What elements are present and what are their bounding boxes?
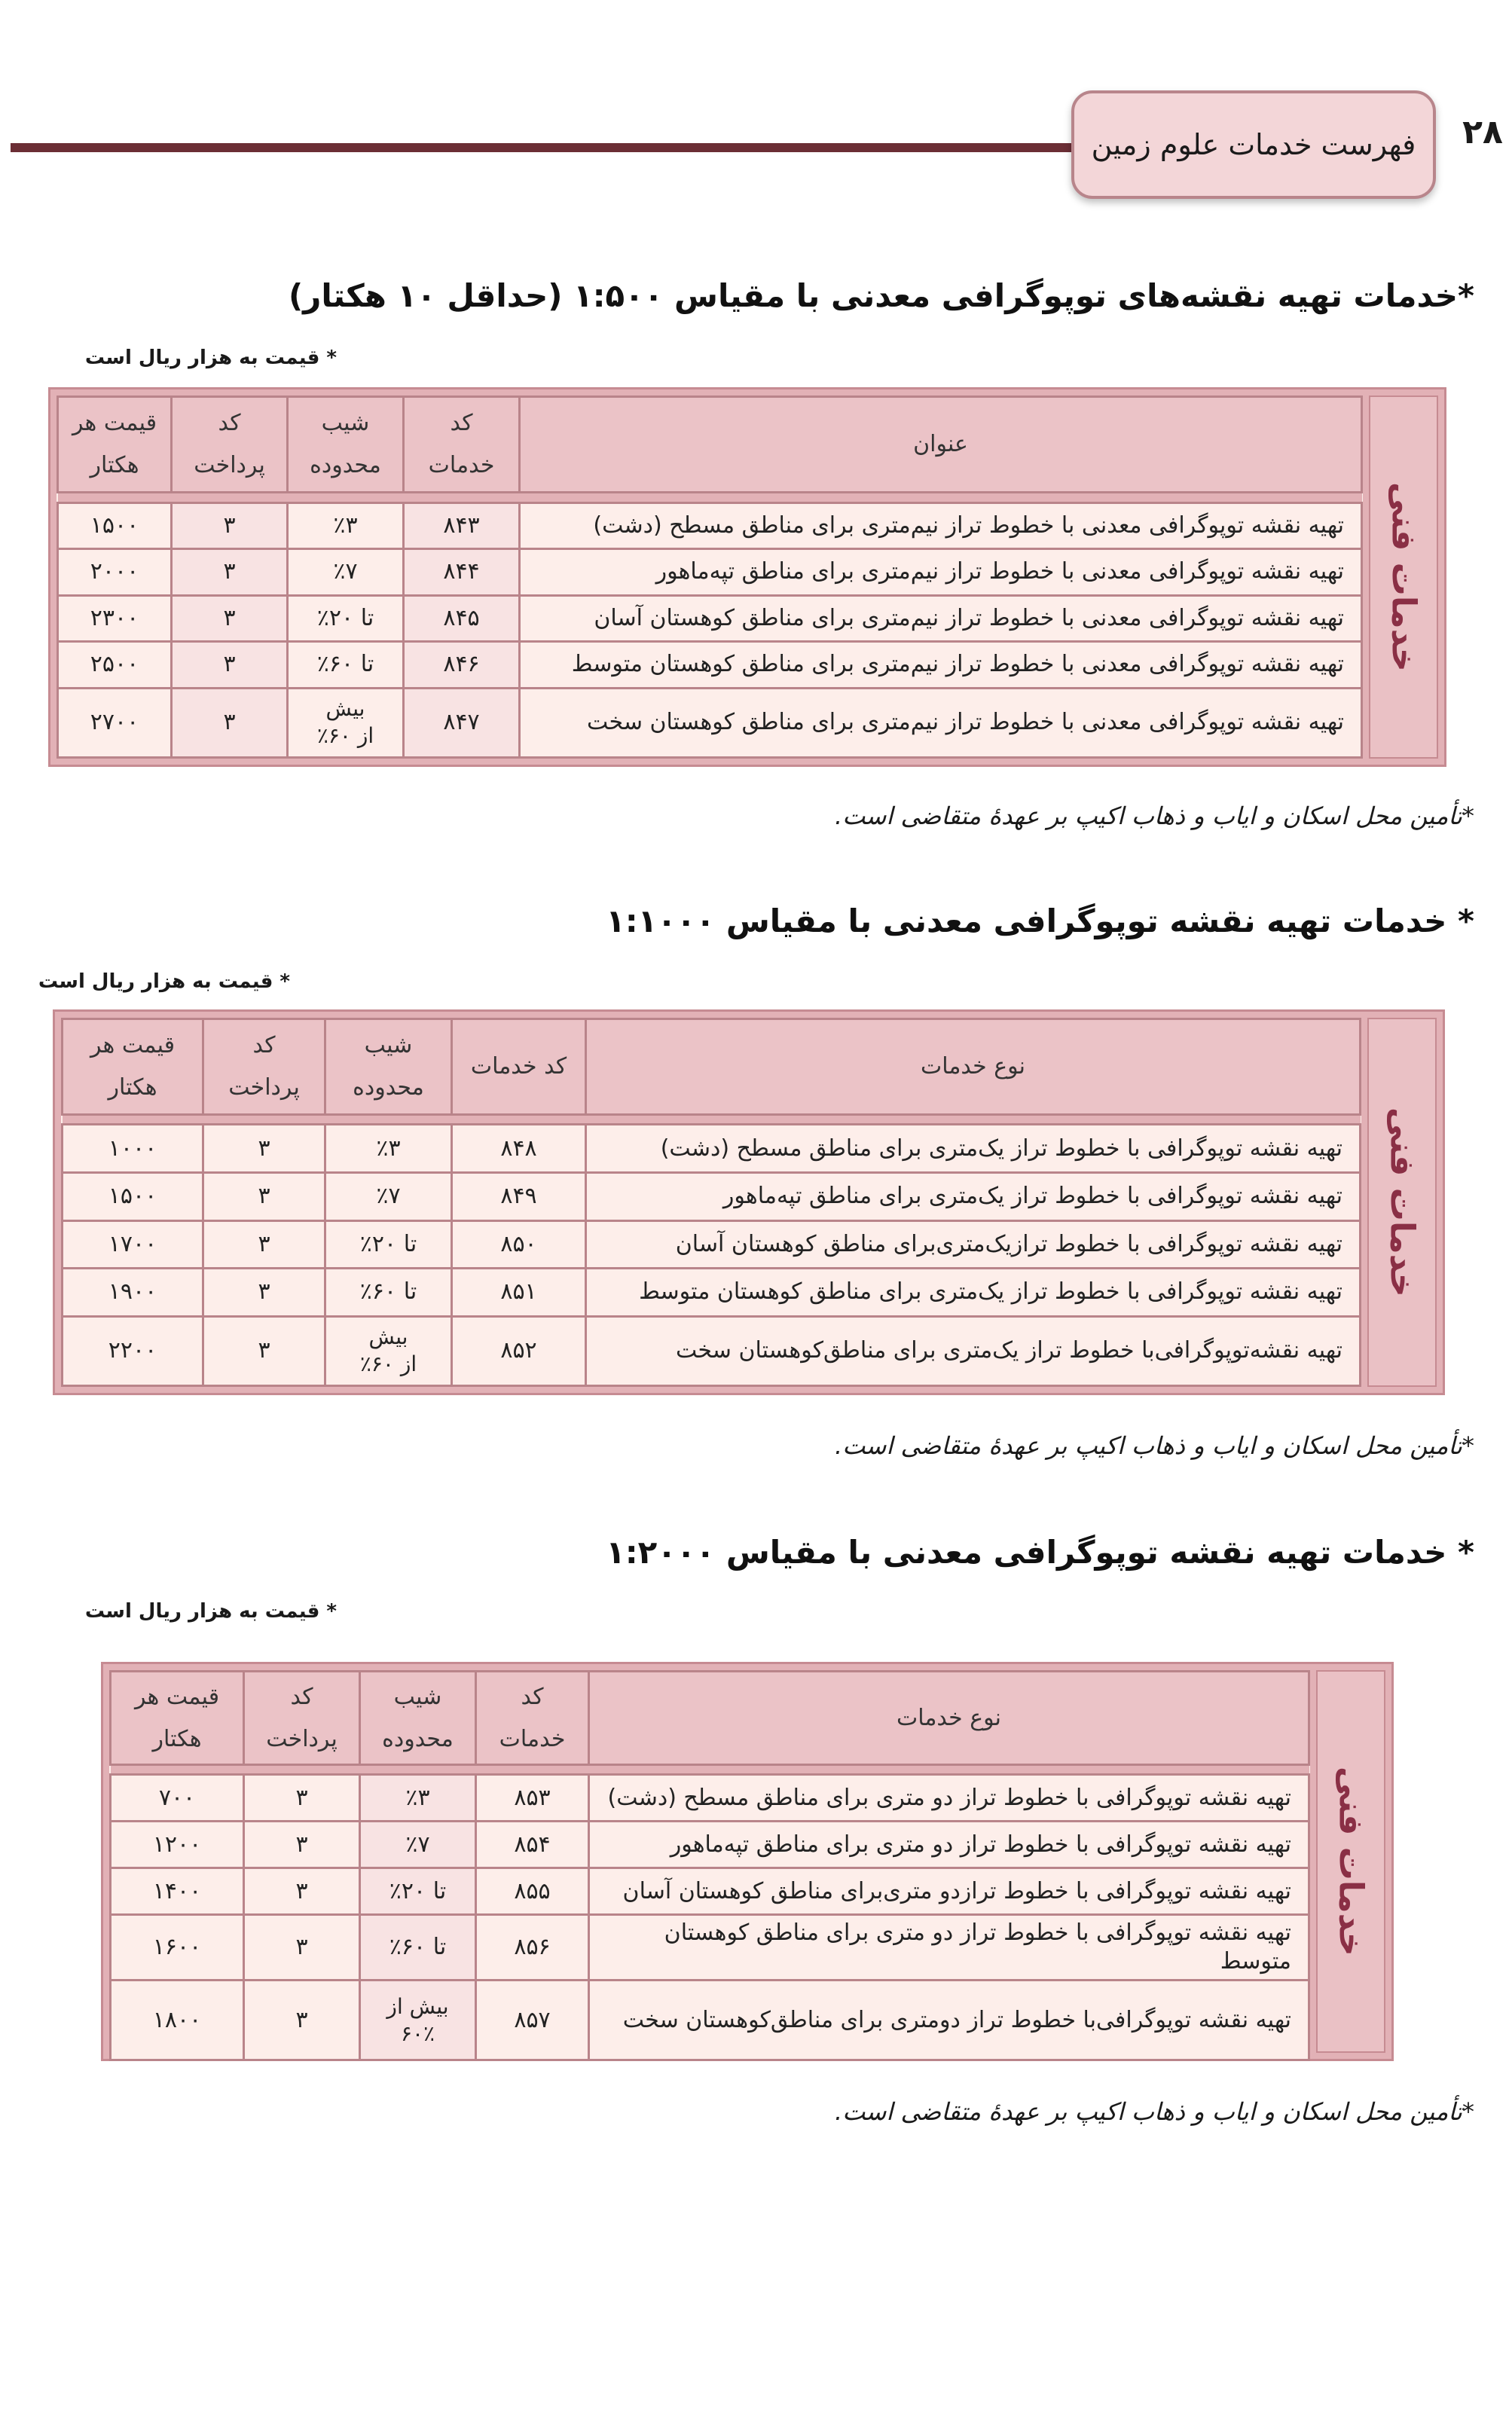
col-code-header: کد خدمات (404, 397, 520, 493)
table-row: تهیه نقشه توپوگرافی با خطوط تراز دو متری برای مناطق تپه‌ماهور ۸۵۴ ٪۷ ۳ ۱۲۰۰ (111, 1822, 1309, 1868)
page-number: ۲۸ (1462, 113, 1503, 151)
col-title-header: نوع خدمات (589, 1672, 1309, 1765)
footnote-1: *تأمین محل اسکان و ایاب و ذهاب اکیپ بر عهدهٔ متقاضی است. (835, 802, 1474, 830)
table-row: تهیه نقشه توپوگرافی با خطوط تراز یک‌متری برای مناطق کوهستان متوسط ۸۵۱ تا ۶۰٪ ۳ ۱۹۰۰ (63, 1269, 1361, 1317)
footnote-2: *تأمین محل اسکان و ایاب و ذهاب اکیپ بر عهدهٔ متقاضی است. (835, 1431, 1474, 1460)
col-title-header: عنوان (520, 397, 1362, 493)
table-row: تهیه نقشه توپوگرافی با خطوط تراز یک‌متری برای مناطق تپه‌ماهور ۸۴۹ ٪۷ ۳ ۱۵۰۰ (63, 1173, 1361, 1221)
col-price-header: قیمت هر هکتار (58, 397, 172, 493)
col-slope-header: شیب محدوده (288, 397, 404, 493)
col-code-header: کد خدمات (452, 1019, 586, 1115)
services-table-1 (48, 387, 1446, 767)
col-title-header: نوع خدمات (586, 1019, 1361, 1115)
services-table-2 (53, 1009, 1445, 1395)
price-note-1: * قیمت به هزار ریال است (84, 347, 337, 369)
col-pay-header: کد پرداخت (172, 397, 288, 493)
col-price-header: قیمت هر هکتار (111, 1672, 244, 1765)
col-pay-header: کد پرداخت (203, 1019, 325, 1115)
table-row: تهیه نقشه توپوگرافی معدنی با خطوط تراز نیم‌متری برای مناطق کوهستان آسان ۸۴۵ تا ۲۰٪ ۳ ۲۳۰۰ (58, 595, 1362, 642)
table-row: تهیه نقشه توپوگرافی معدنی با خطوط تراز نیم‌متری برای مناطق کوهستان متوسط ۸۴۶ تا ۶۰٪ ۳ ۲۵۰۰ (58, 642, 1362, 689)
table-row: تهیه نقشه‌توپوگرافی‌با خطوط تراز یک‌متری برای مناطق‌کوهستان سخت ۸۵۲ بیش از ۶۰٪ ۳ ۲۲۰۰ (63, 1316, 1361, 1385)
col-pay-header: کد پرداخت (244, 1672, 360, 1765)
table-row: تهیه نقشه توپوگرافی معدنی با خطوط تراز نیم‌متری برای مناطق تپه‌ماهور ۸۴۴ ٪۷ ۳ ۲۰۰۰ (58, 549, 1362, 596)
table-row: تهیه نقشه توپوگرافی با خطوط ترازدو متری‌برای مناطق کوهستان آسان ۸۵۵ تا ۲۰٪ ۳ ۱۴۰۰ (111, 1868, 1309, 1915)
table-row: تهیه نقشه توپوگرافی با خطوط تراز یک‌متری برای مناطق مسطح (دشت) ۸۴۸ ٪۳ ۳ ۱۰۰۰ (63, 1125, 1361, 1173)
side-label-1: خدمات فنی (1369, 395, 1438, 759)
table-row: تهیه نقشه توپوگرافی با خطوط تراز دو متری برای مناطق کوهستان متوسط ۸۵۶ تا ۶۰٪ ۳ ۱۶۰۰ (111, 1915, 1309, 1981)
section-title-2: * خدمات تهیه نقشه توپوگرافی معدنی با مقیاس ۱:۱۰۰۰ (606, 902, 1474, 939)
header-tab-label: فهرست خدمات علوم زمین (1091, 128, 1416, 161)
table-2 (61, 1018, 1361, 1387)
header-tab (1071, 90, 1436, 199)
table-3 (109, 1670, 1310, 2061)
col-price-header: قیمت هر هکتار (63, 1019, 203, 1115)
price-note-3: * قیمت به هزار ریال است (84, 1600, 337, 1623)
col-code-header: کد خدمات (476, 1672, 589, 1765)
services-table-3 (101, 1662, 1394, 2061)
col-slope-header: شیب محدوده (325, 1019, 452, 1115)
price-note-2: * قیمت به هزار ریال است (38, 970, 290, 993)
table-row: تهیه نقشه توپوگرافی با خطوط ترازیک‌متری‌برای مناطق کوهستان آسان ۸۵۰ تا ۲۰٪ ۳ ۱۷۰۰ (63, 1220, 1361, 1269)
col-slope-header: شیب محدوده (360, 1672, 476, 1765)
table-row: تهیه نقشه توپوگرافی معدنی با خطوط تراز نیم‌متری برای مناطق کوهستان سخت ۸۴۷ بیش از ۶۰٪ ۳ ۲۷۰۰ (58, 688, 1362, 757)
header-rule (11, 143, 1095, 152)
table-row: تهیه نقشه توپوگرافی با خطوط تراز دو متری برای مناطق مسطح (دشت) ۸۵۳ ٪۳ ۳ ۷۰۰ (111, 1775, 1309, 1822)
table-row: تهیه نقشه توپوگرافی‌با خطوط تراز دومتری برای مناطق‌کوهستان سخت ۸۵۷ بیش از ۶۰٪ ۳ ۱۸۰۰ (111, 1981, 1309, 2060)
table-row: تهیه نقشه توپوگرافی معدنی با خطوط تراز نیم‌متری برای مناطق مسطح (دشت) ۸۴۳ ٪۳ ۳ ۱۵۰۰ (58, 502, 1362, 549)
side-label-2: خدمات فنی (1367, 1018, 1437, 1387)
table-1 (57, 395, 1363, 759)
side-label-3: خدمات فنی (1316, 1670, 1385, 2053)
section-title-1: *خدمات تهیه نقشه‌های توپوگرافی معدنی با مقیاس ۱:۵۰۰ (حداقل ۱۰ هکتار) (288, 277, 1474, 314)
footnote-3: *تأمین محل اسکان و ایاب و ذهاب اکیپ بر عهدهٔ متقاضی است. (835, 2097, 1474, 2126)
section-title-3: * خدمات تهیه نقشه توپوگرافی معدنی با مقیاس ۱:۲۰۰۰ (606, 1534, 1474, 1571)
